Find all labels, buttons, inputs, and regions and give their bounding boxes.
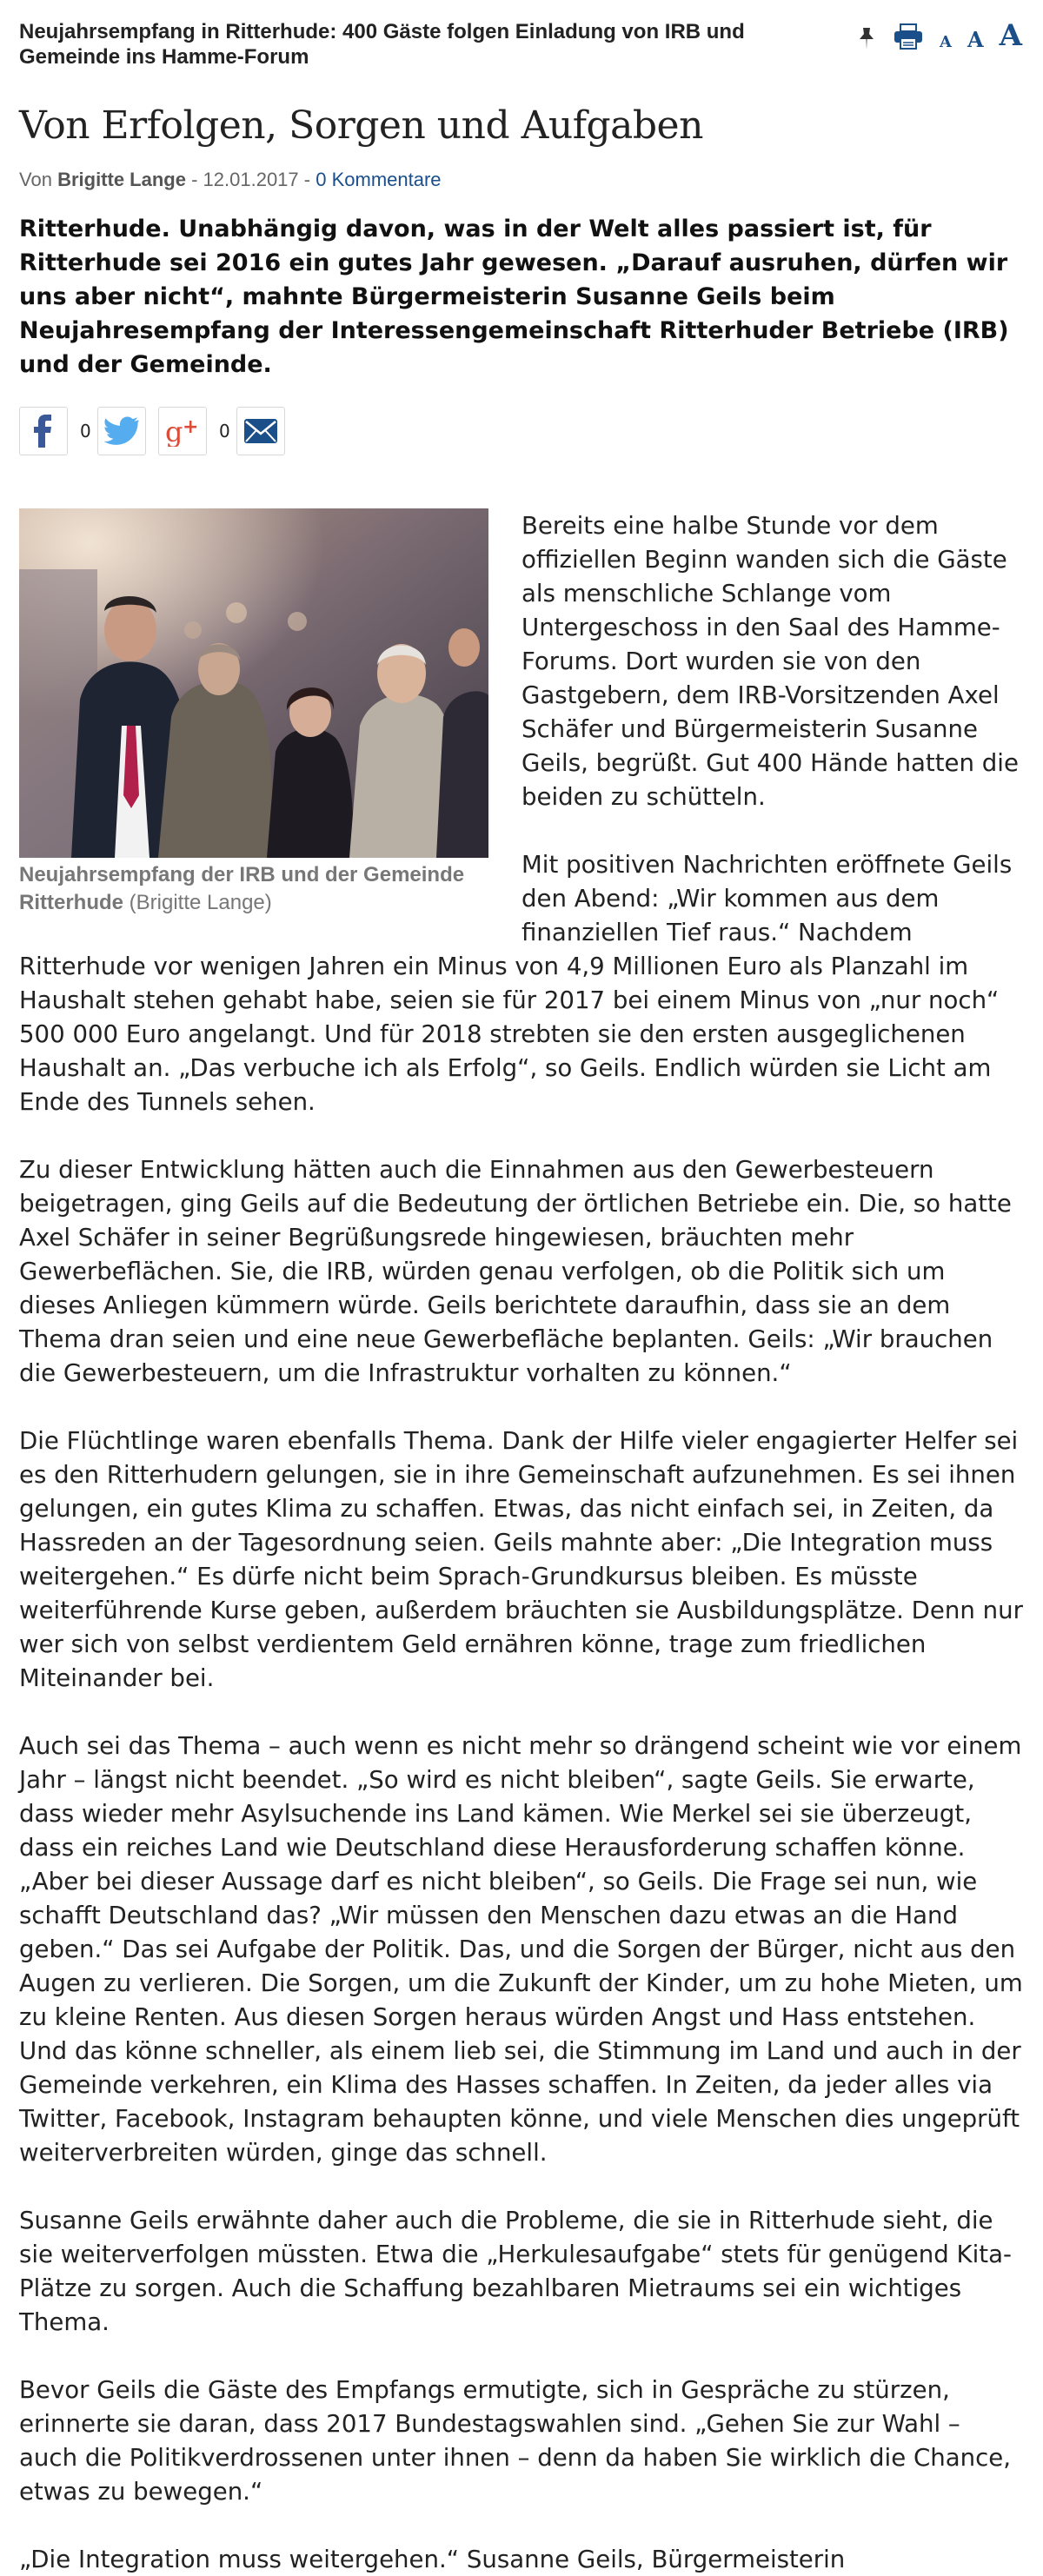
article-paragraph: Auch sei das Thema – auch wenn es nicht mehr so drängend scheint wie vor einem Jahr – längst nicht beendet. „So wird es nicht bleiben“, sagte Geils. Sie erwarte, dass wieder mehr Asylsuchende ins Land kämen. Wie Merkel sei sie überzeugt, dass ein reiches Land wie Deutschland diese Herausforderung schaffen könne. „Aber bei dieser Aussage darf es nicht bleiben“, so Geils. Die Frage sei nun, wie schafft Deutschland das? „Wir müssen den Menschen dazu etwas an die Hand geben.“ Das sei Aufgabe der Politik. Das, und die Sorgen der Bürger, nicht aus den Augen zu verlieren. Die Sorgen, um die Zukunft der Kinder, um zu hohe Mieten, um zu kleine Renten. Aus diesen Sorgen heraus würden Angst und Hass entstehen. Und das könne schneller, als einem lieb sei, die Stimmung im Land und auch in der Gemeinde verkehren, ein Klima des Hasses schaffen. In Zeiten, da jeder alles via Twitter, Facebook, Instagram behaupten könne, und viele Menschen dies ungeprüft weiterverbreiten würden, ginge das schnell.: [19, 1731, 1023, 2167]
comments-link[interactable]: 0 Kommentare: [316, 169, 442, 190]
article-toolbar: [856, 18, 1022, 53]
font-size-medium-button[interactable]: A: [967, 27, 984, 52]
svg-text:+: +: [183, 416, 199, 438]
twitter-share-button[interactable]: [97, 407, 146, 455]
author-name[interactable]: Brigitte Lange: [57, 169, 186, 190]
meta-separator: -: [191, 169, 203, 190]
article-paragraph: Mit positiven Nachrichten eröffnete Geils den Abend: „Wir kommen aus dem finanziellen Tief raus.“ Nachdem Ritterhude vor wenigen Jahren ein Minus von 4,9 Millionen Euro als Planzahl im Haushalt stehen gehabt habe, seien sie für 2017 bei einem Minus von „nur noch“ 500 000 Euro angelangt. Und für 2018 strebten sie den ersten ausgeglichenen Haushalt an. „Das verbuche ich als Erfolg“, so Geils. Endlich würden sie Licht am Ende des Tunnels sehen.: [19, 850, 1013, 1116]
printer-icon[interactable]: [893, 23, 924, 50]
font-size-large-button[interactable]: A: [999, 18, 1022, 53]
mail-icon: [243, 417, 278, 445]
meta-separator: -: [303, 169, 316, 190]
byline-prefix: Von: [19, 169, 52, 190]
share-bar: [19, 404, 1024, 458]
twitter-icon: [104, 416, 139, 446]
article-figure: [19, 508, 488, 917]
article-lead: Ritterhude. Unabhängig davon, was in der Welt alles passiert ist, für Ritterhude sei 2016 ein gutes Jahr gewesen. „Darauf ausruhen, dürfen wir uns aber nicht“, mahnte Bürgermeisterin Susanne Geils beim Neujahresempfang der Interessengemeinschaft Ritterhuder Betriebe (IRB) und der Gemeinde.: [19, 216, 1009, 378]
pin-icon[interactable]: [856, 26, 877, 50]
photo-caption: [19, 861, 488, 917]
email-share-button[interactable]: [236, 407, 285, 455]
photo-credit: (Brigitte Lange): [123, 891, 272, 914]
facebook-share-count: 0: [80, 421, 91, 442]
font-size-small-button[interactable]: A: [940, 33, 952, 51]
article-paragraph: Bevor Geils die Gäste des Empfangs ermutigte, sich in Gespräche zu stürzen, erinnerte sie daran, dass 2017 Bundestagswahlen sind. „Gehen Sie zur Wahl – auch die Politikverdrossenen unter ihnen – denn da haben Sie wirklich die Chance, etwas zu bewegen.“: [19, 2375, 1012, 2506]
article-paragraph: Zu dieser Entwicklung hätten auch die Einnahmen aus den Gewerbesteuern beigetragen, ging Geils auf die Bedeutung der örtlichen Betriebe ein. Die, so hatte Axel Schäfer in seiner Begrüßungsrede hingewiesen, bräuchten mehr Gewerbeflächen. Sie, die IRB, würden genau verfolgen, ob die Politik sich um dieses Anliegen kümmern würde. Geils berichtete daraufhin, dass sie an dem Thema dran seien und eine neue Gewerbefläche beplanten. Geils: „Wir brauchen die Gewerbesteuern, um die Infrastruktur vorhalten zu können.“: [19, 1155, 1012, 1387]
google-plus-icon: [163, 415, 202, 447]
article-body: [19, 508, 1024, 2576]
article-paragraph: Die Flüchtlinge waren ebenfalls Thema. Dank der Hilfe vieler engagierter Helfer sei es den Ritterhudern gelungen, sie in ihre Gemeinschaft aufzunehmen. Es sei ihnen gelungen, ein gutes Klima zu schaffen. Etwas, das nicht einfach sei, in Zeiten, da Hassreden an der Tagesordnung seien. Geils mahnte aber: „Die Integration muss weitergehen.“ Es dürfe nicht beim Sprach-Grundkursus bleiben. Es müsste weiterführende Kurse geben, außerdem bräuchten sie Ausbildungsplätze. Denn nur wer sich von selbst verdientem Geld ernähren könne, trage zum friedlichen Miteinander bei.: [19, 1426, 1023, 1692]
article-meta: [19, 169, 1024, 191]
article-header: [19, 19, 1024, 90]
caption-text: Neujahrsempfang der IRB und der Gemeinde Ritterhude: [19, 863, 465, 914]
facebook-share-button[interactable]: [19, 407, 68, 455]
pull-quote: „Die Integration muss weitergehen.“ Susanne Geils, Bürgermeisterin: [19, 2545, 846, 2573]
googleplus-share-count: 0: [219, 421, 230, 442]
article-paragraph: Susanne Geils erwähnte daher auch die Probleme, die sie in Ritterhude sieht, die sie weiterverfolgen müssten. Etwa die „Herkulesaufgabe“ stets für genügend Kita-Plätze zu sorgen. Auch die Schaffung bezahlbaren Mietraums sei ein wichtiges Thema.: [19, 2206, 1012, 2336]
event-photo[interactable]: [19, 508, 488, 858]
publish-date: 12.01.2017: [203, 169, 299, 190]
facebook-icon: [30, 414, 56, 448]
svg-text:g: g: [165, 415, 183, 447]
article-kicker: Neujahrsempfang in Ritterhude: 400 Gäste folgen Einladung von IRB und Gemeinde ins Hamme-Forum: [19, 20, 745, 69]
article-title: Von Erfolgen, Sorgen und Aufgaben: [19, 103, 703, 148]
article-paragraph: Bereits eine halbe Stunde vor dem offiziellen Beginn wanden sich die Gäste als menschliche Schlange vom Untergeschoss in den Saal des Hamme-Forums. Dort wurden sie von den Gastgebern, dem IRB-Vorsitzenden Axel Schäfer und Bürgermeisterin Susanne Geils, begrüßt. Gut 400 Hände hatten die beiden zu schütteln.: [522, 511, 1019, 811]
googleplus-share-button[interactable]: [158, 407, 207, 455]
